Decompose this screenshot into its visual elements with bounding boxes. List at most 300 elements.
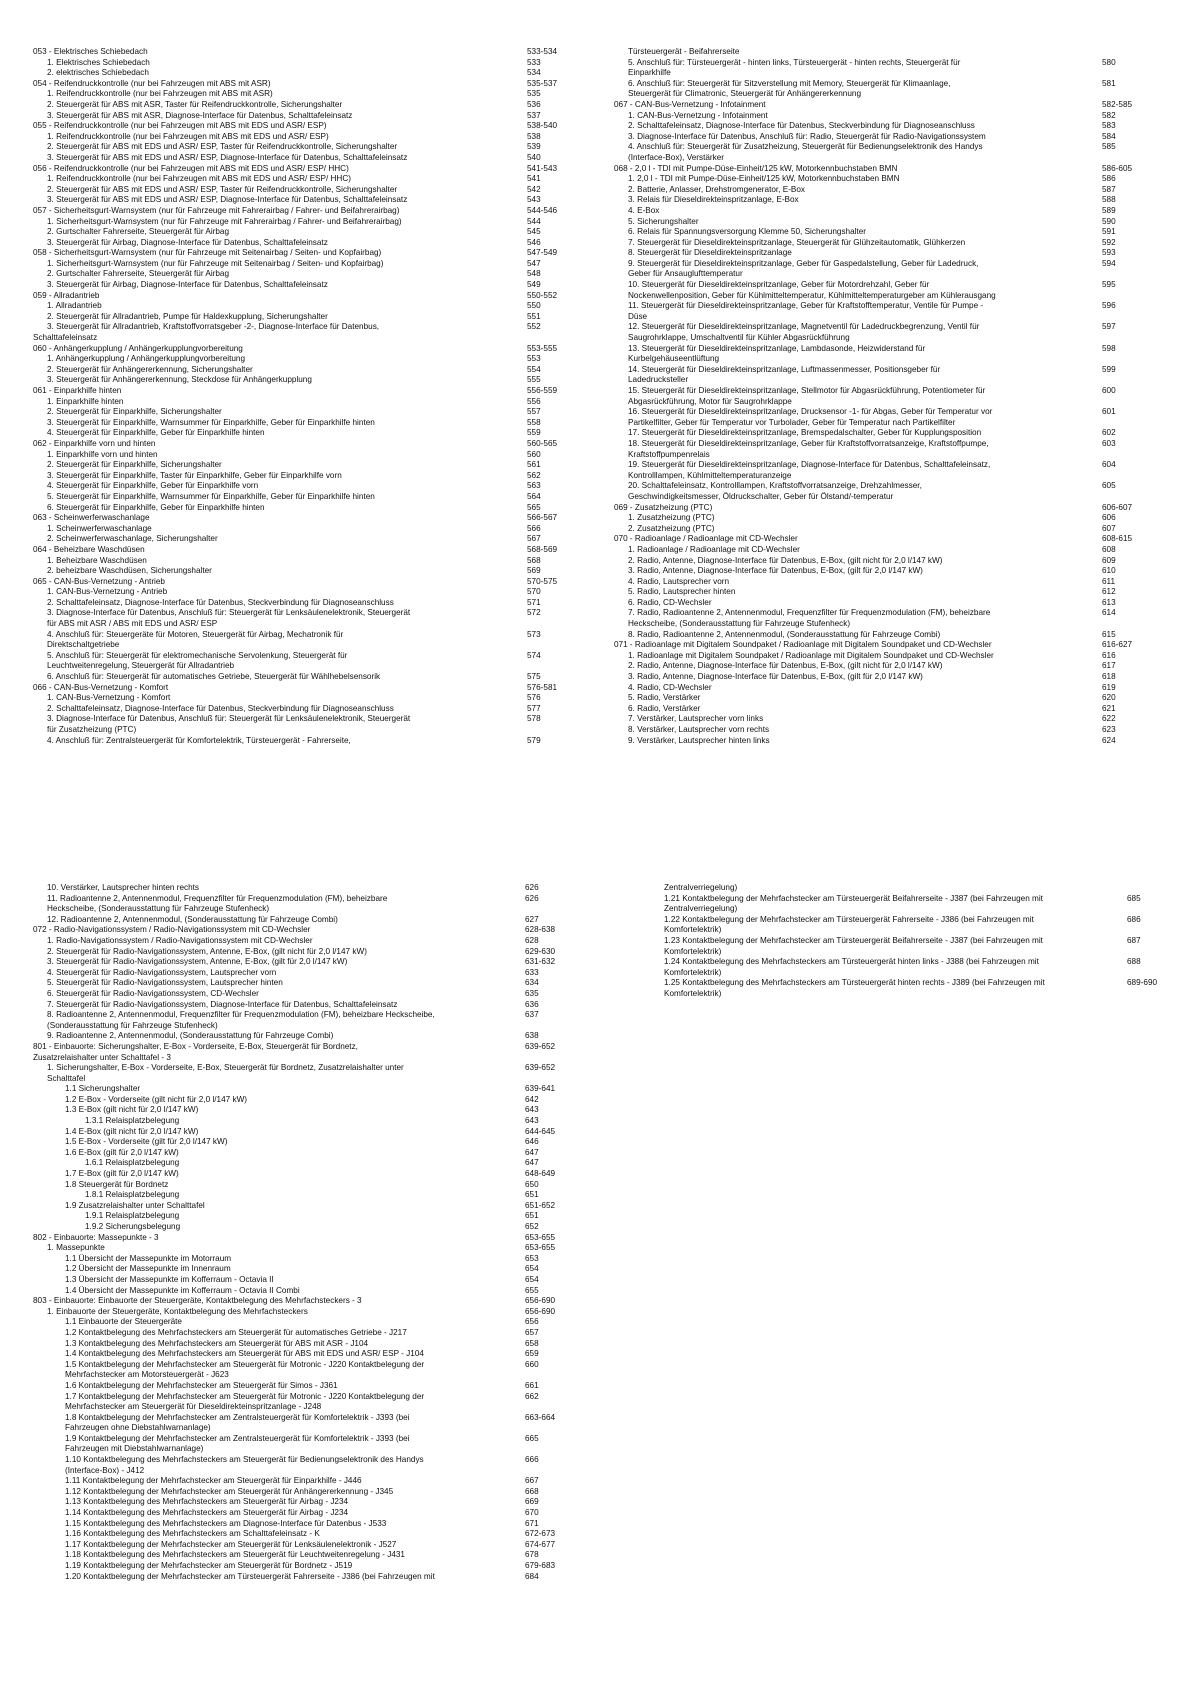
toc-entry xyxy=(33,1254,593,1265)
toc-entry xyxy=(33,1264,593,1275)
toc-entry-page: 618 xyxy=(1102,672,1116,682)
toc-entry-title: Komfortelektrik) xyxy=(664,946,722,956)
toc-entry-page: 665 xyxy=(525,1433,539,1443)
toc-entry-page: 567 xyxy=(527,534,541,544)
toc-entry xyxy=(33,1286,593,1297)
toc-entry-title: 1. Scheinwerferwaschanlage xyxy=(47,523,152,533)
toc-entry-title: 1. Einparkhilfe vorn und hinten xyxy=(47,449,158,459)
toc-entry-title: 2. Schalttafeleinsatz, Diagnose-Interface für Datenbus, Steckverbindung für Diagnoseanschluss xyxy=(47,597,394,607)
toc-entry-title: 9. Radioantenne 2, Antennenmodul, (Sonderausstattung für Fahrzeuge Combi) xyxy=(47,1031,334,1041)
toc-entry-title: 055 - Reifendruckkontrolle (nur bei Fahrzeugen mit ABS mit EDS und ASR/ ESP) xyxy=(33,121,327,131)
toc-entry-title: 1.4 Kontaktbelegung des Mehrfachsteckers am Steuergerät für ABS mit EDS und ASR/ ESP - J104 xyxy=(65,1349,424,1359)
toc-entry-page: 670 xyxy=(525,1508,539,1518)
toc-entry xyxy=(664,883,1174,894)
toc-entry-title: 3. Relais für Dieseldirekteinspritzanlage, E-Box xyxy=(628,195,799,205)
toc-entry-title: 053 - Elektrisches Schiebedach xyxy=(33,47,148,56)
toc-entry-page: 540 xyxy=(527,152,541,162)
toc-entry-title: 16. Steuergerät für Dieseldirekteinspritzanlage, Drucksensor -1- für Abgas, Geber für Temperatur vor xyxy=(628,407,993,417)
toc-entry xyxy=(33,1413,593,1424)
toc-entry-title: 063 - Scheinwerferwaschanlage xyxy=(33,513,150,523)
toc-entry-page: 606-607 xyxy=(1102,502,1133,512)
toc-entry-page: 547 xyxy=(527,258,541,268)
toc-entry-page: 534 xyxy=(527,68,541,78)
toc-entry xyxy=(33,322,573,333)
toc-entry-page: 553-555 xyxy=(527,343,558,353)
toc-entry-title: 1.9 Zusatzrelaishalter unter Schalttafel xyxy=(65,1200,205,1210)
toc-column-bottom-right xyxy=(664,883,1174,1000)
toc-entry-page: 560-565 xyxy=(527,438,558,448)
toc-entry-title: 2. beheizbare Waschdüsen, Sicherungshalter xyxy=(47,566,212,576)
toc-entry xyxy=(33,725,573,736)
toc-entry-page: 570-575 xyxy=(527,576,558,586)
toc-entry xyxy=(33,968,593,979)
toc-entry-page: 653 xyxy=(525,1253,539,1263)
toc-entry-page: 590 xyxy=(1102,216,1116,226)
toc-entry-title: 2. Scheinwerferwaschanlage, Sicherungshalter xyxy=(47,534,218,544)
toc-entry xyxy=(33,1243,593,1254)
toc-entry-title: 19. Steuergerät für Dieseldirekteinspritzanlage, Diagnose-Interface für Datenbus, Schalttafeleinsatz, xyxy=(628,460,991,470)
toc-entry xyxy=(33,1572,593,1583)
toc-entry xyxy=(33,47,573,58)
toc-entry xyxy=(33,1529,593,1540)
toc-entry-title: 1.6 E-Box (gilt für 2,0 l/147 kW) xyxy=(65,1147,179,1157)
toc-entry xyxy=(33,153,573,164)
toc-entry-title: 3. Steuergerät für Airbag, Diagnose-Interface für Datenbus, Schalttafeleinsatz xyxy=(47,280,328,290)
toc-entry xyxy=(33,58,573,69)
toc-entry-page: 654 xyxy=(525,1274,539,1284)
toc-entry-page: 655 xyxy=(525,1285,539,1295)
toc-entry-page: 605 xyxy=(1102,481,1116,491)
toc-entry-page: 584 xyxy=(1102,131,1116,141)
toc-entry-title: 2. Steuergerät für ABS mit ASR, Taster für Reifendruckkontrolle, Sicherungshalter xyxy=(47,99,343,109)
toc-entry xyxy=(33,291,573,302)
toc-entry xyxy=(33,100,573,111)
toc-entry-title: 1.8 Steuergerät für Bordnetz xyxy=(65,1179,169,1189)
toc-entry xyxy=(33,142,573,153)
toc-entry xyxy=(614,58,1164,69)
toc-entry xyxy=(614,704,1164,715)
toc-entry-page: 568-569 xyxy=(527,544,558,554)
toc-entry-page: 572 xyxy=(527,608,541,618)
toc-entry xyxy=(614,142,1164,153)
toc-entry-page: 598 xyxy=(1102,343,1116,353)
toc-entry-page: 564 xyxy=(527,491,541,501)
toc-entry-title: 3. Steuergerät für Allradantrieb, Kraftstoffvorratsgeber -2-, Diagnose-Interface für Datenbus, xyxy=(47,322,380,332)
toc-entry xyxy=(614,428,1164,439)
toc-entry-page: 589 xyxy=(1102,205,1116,215)
toc-entry xyxy=(33,1296,593,1307)
toc-entry xyxy=(33,883,593,894)
toc-entry xyxy=(614,312,1164,323)
toc-entry-page: 623 xyxy=(1102,725,1116,734)
toc-entry-title: Leuchtweitenregelung, Steuergerät für Allradantrieb xyxy=(47,661,235,671)
toc-entry-page: 588 xyxy=(1102,195,1116,205)
toc-entry-title: 5. Steuergerät für Radio-Navigationssystem, Lautsprecher hinten xyxy=(47,978,283,988)
toc-entry-title: 1.7 Kontaktbelegung der Mehrfachstecker am Steuergerät für Motronic - J220 Kontaktbelegung der xyxy=(65,1391,425,1401)
toc-entry xyxy=(33,481,573,492)
toc-entry-title: 1. Reifendruckkontrolle (nur bei Fahrzeugen mit ABS mit EDS und ASR/ ESP/ HHC) xyxy=(47,174,351,184)
toc-entry-page: 639-652 xyxy=(525,1041,556,1051)
toc-entry-page: 541-543 xyxy=(527,163,558,173)
toc-entry-title: 065 - CAN-Bus-Vernetzung - Antrieb xyxy=(33,576,165,586)
toc-entry xyxy=(614,598,1164,609)
toc-entry xyxy=(33,1095,593,1106)
toc-entry xyxy=(33,1540,593,1551)
toc-entry xyxy=(33,259,573,270)
toc-entry-title: 1.4 E-Box (gilt nicht für 2,0 l/147 kW) xyxy=(65,1126,199,1136)
toc-entry-page: 663-664 xyxy=(525,1412,556,1422)
toc-entry-title: 3. Steuergerät für Einparkhilfe, Warnsummer für Einparkhilfe, Geber für Einparkhilfe hinten xyxy=(47,417,375,427)
toc-entry-page: 651 xyxy=(525,1190,539,1200)
toc-entry-title: 2. elektrisches Schiebedach xyxy=(47,68,149,78)
toc-entry-title: Komfortelektrik) xyxy=(664,925,722,935)
toc-entry-page: 626 xyxy=(525,893,539,903)
toc-entry xyxy=(33,1222,593,1233)
toc-entry-title: 5. Radio, Verstärker xyxy=(628,693,701,703)
toc-entry xyxy=(614,153,1164,164)
toc-entry-page: 666 xyxy=(525,1455,539,1465)
toc-entry xyxy=(614,714,1164,725)
toc-entry xyxy=(614,132,1164,143)
toc-entry-title: 3. Diagnose-Interface für Datenbus, Anschluß für: Radio, Steuergerät für Radio-Navigationssystem xyxy=(628,131,986,141)
toc-entry xyxy=(33,1519,593,1530)
toc-entry-page: 616-627 xyxy=(1102,640,1133,650)
toc-entry xyxy=(614,481,1164,492)
toc-entry-title: 1.5 E-Box - Vorderseite (gilt für 2,0 l/147 kW) xyxy=(65,1137,228,1147)
toc-entry-title: Mehrfachstecker am Motorsteuergerät - J623 xyxy=(65,1370,229,1380)
toc-entry xyxy=(614,619,1164,630)
toc-entry xyxy=(33,1031,593,1042)
toc-entry-title: 6. Anschluß für: Steuergerät für Sitzverstellung mit Memory, Steuergerät für Klimaanlage, xyxy=(628,78,951,88)
toc-entry-page: 541 xyxy=(527,174,541,184)
toc-entry xyxy=(614,227,1164,238)
toc-entry-title: 7. Verstärker, Lautsprecher vorn links xyxy=(628,714,764,724)
toc-entry-title: 1. CAN-Bus-Vernetzung - Komfort xyxy=(47,693,171,703)
toc-entry-page: 596 xyxy=(1102,301,1116,311)
toc-entry-title: 1. Zusatzheizung (PTC) xyxy=(628,513,715,523)
toc-entry-page: 543 xyxy=(527,195,541,205)
toc-entry xyxy=(33,1561,593,1572)
toc-entry-page: 639-641 xyxy=(525,1084,556,1094)
toc-entry-title: 062 - Einparkhilfe vorn und hinten xyxy=(33,438,156,448)
toc-entry-page: 615 xyxy=(1102,629,1116,639)
toc-entry-title: 2. Steuergerät für ABS mit EDS und ASR/ ESP, Taster für Reifendruckkontrolle, Sicherungshalter xyxy=(47,184,398,194)
toc-entry-title: Heckscheibe, (Sonderausstattung für Fahrzeuge Stufenheck) xyxy=(47,904,270,914)
toc-entry xyxy=(614,121,1164,132)
toc-entry xyxy=(33,1317,593,1328)
toc-entry xyxy=(33,1455,593,1466)
toc-entry xyxy=(33,1211,593,1222)
toc-entry-page: 575 xyxy=(527,672,541,682)
toc-entry-page: 549 xyxy=(527,280,541,290)
toc-entry xyxy=(33,164,573,175)
toc-entry-page: 582 xyxy=(1102,110,1116,120)
toc-entry-title: 5. Sicherungshalter xyxy=(628,216,699,226)
toc-entry-title: 9. Verstärker, Lautsprecher hinten links xyxy=(628,735,770,745)
toc-entry-title: 057 - Sicherheitsgurt-Warnsystem (nur für Fahrzeuge mit Fahrerairbag / Fahrer- und Beifahrerairbag) xyxy=(33,205,400,215)
toc-entry-title: 13. Steuergerät für Dieseldirekteinspritzanlage, Lambdasonde, Heizwiderstand für xyxy=(628,343,926,353)
toc-entry-title: 1.23 Kontaktbelegung der Mehrfachstecker am Türsteuergerät Beifahrerseite - J387 (bei Fahrzeugen mit xyxy=(664,935,1043,945)
toc-entry xyxy=(614,375,1164,386)
toc-entry xyxy=(614,661,1164,672)
toc-entry xyxy=(614,736,1164,747)
toc-entry xyxy=(614,164,1164,175)
toc-entry xyxy=(33,1497,593,1508)
toc-entry xyxy=(33,534,573,545)
toc-entry-title: 18. Steuergerät für Dieseldirekteinspritzanlage, Geber für Kraftstoffvorratsanzeige, Kraftstoffpumpe, xyxy=(628,438,989,448)
toc-entry-title: 5. Anschluß für: Türsteuergerät - hinten links, Türsteuergerät - hinten rechts, Steuergerät für xyxy=(628,57,961,67)
toc-entry xyxy=(614,587,1164,598)
toc-entry-page: 684 xyxy=(525,1571,539,1581)
toc-entry xyxy=(33,1275,593,1286)
toc-entry-page: 585 xyxy=(1102,142,1116,152)
toc-entry xyxy=(33,397,573,408)
toc-entry-page: 550-552 xyxy=(527,290,558,300)
toc-entry xyxy=(33,1127,593,1138)
toc-entry xyxy=(33,915,593,926)
toc-entry xyxy=(614,206,1164,217)
toc-entry-title: 1.5 Kontaktbelegung der Mehrfachstecker am Steuergerät für Motronic - J220 Kontaktbelegung der xyxy=(65,1359,425,1369)
toc-entry xyxy=(614,450,1164,461)
toc-entry-page: 537 xyxy=(527,110,541,120)
toc-entry-page: 586-605 xyxy=(1102,163,1133,173)
toc-entry-page: 667 xyxy=(525,1476,539,1486)
toc-entry xyxy=(33,577,573,588)
toc-entry-page: 653-655 xyxy=(525,1232,556,1242)
toc-entry xyxy=(33,301,573,312)
toc-entry-title: 8. Steuergerät für Dieseldirekteinspritzanlage xyxy=(628,248,792,258)
toc-entry-page: 644-645 xyxy=(525,1126,556,1136)
toc-entry-page: 554 xyxy=(527,364,541,374)
toc-entry-page: 604 xyxy=(1102,460,1116,470)
toc-entry xyxy=(33,1370,593,1381)
toc-entry-page: 593 xyxy=(1102,248,1116,258)
toc-entry-page: 688 xyxy=(1127,957,1141,967)
toc-entry-title: 5. Radio, Lautsprecher hinten xyxy=(628,587,736,597)
toc-entry-title: 1.6 Kontaktbelegung der Mehrfachstecker am Steuergerät für Simos - J361 xyxy=(65,1380,338,1390)
toc-entry-title: 8. Radioantenne 2, Antennenmodul, Frequenzfilter für Frequenzmodulation (FM), beheizbare Heckscheibe, xyxy=(47,1010,435,1020)
toc-entry xyxy=(33,545,573,556)
toc-entry-page: 586 xyxy=(1102,174,1116,184)
toc-entry-title: 1. Radioanlage mit Digitalem Soundpaket / Radioanlage mit Digitalem Soundpaket und CD-Wechsler xyxy=(628,650,994,660)
toc-entry-title: 6. Steuergerät für Einparkhilfe, Geber für Einparkhilfe hinten xyxy=(47,502,265,512)
toc-entry-page: 611 xyxy=(1102,576,1116,586)
toc-entry xyxy=(614,68,1164,79)
toc-entry xyxy=(614,534,1164,545)
toc-entry xyxy=(614,672,1164,683)
toc-entry xyxy=(33,333,573,344)
toc-entry xyxy=(33,1010,593,1021)
toc-entry-page: 669 xyxy=(525,1497,539,1507)
toc-entry xyxy=(664,936,1174,947)
toc-entry-page: 628-638 xyxy=(525,925,556,935)
toc-entry-title: 4. E-Box xyxy=(628,205,660,215)
toc-entry xyxy=(33,598,573,609)
toc-entry xyxy=(33,238,573,249)
toc-entry xyxy=(614,269,1164,280)
toc-entry-page: 544 xyxy=(527,216,541,226)
toc-entry-title: 12. Steuergerät für Dieseldirekteinspritzanlage, Magnetventil für Ladedruckbegrenzung, Ventil für xyxy=(628,322,980,332)
toc-entry-page: 628 xyxy=(525,935,539,945)
toc-entry-title: 070 - Radioanlage / Radioanlage mit CD-Wechsler xyxy=(614,534,798,544)
toc-entry xyxy=(33,1349,593,1360)
toc-entry-title: 1.1 Übersicht der Massepunkte im Motorraum xyxy=(65,1253,232,1263)
toc-entry xyxy=(33,269,573,280)
toc-entry-title: 8. Radio, Radioantenne 2, Antennenmodul, (Sonderausstattung für Fahrzeuge Combi) xyxy=(628,629,941,639)
toc-entry xyxy=(33,1169,593,1180)
toc-entry-page: 601 xyxy=(1102,407,1116,417)
toc-entry-title: 3. Steuergerät für ABS mit ASR, Diagnose-Interface für Datenbus, Schalttafeleinsatz xyxy=(47,110,353,120)
toc-entry-page: 643 xyxy=(525,1105,539,1115)
toc-entry-title: 061 - Einparkhilfe hinten xyxy=(33,386,122,395)
toc-entry-title: 9. Steuergerät für Dieseldirekteinspritzanlage, Geber für Gaspedalstellung, Geber für Ladedruck, xyxy=(628,258,979,268)
toc-entry-page: 557 xyxy=(527,407,541,417)
toc-entry-title: 1. Elektrisches Schiebedach xyxy=(47,57,150,67)
toc-entry-page: 668 xyxy=(525,1486,539,1496)
toc-entry-title: Zentralverriegelung) xyxy=(664,883,738,892)
toc-entry-title: 2. Schalttafeleinsatz, Diagnose-Interface für Datenbus, Steckverbindung für Diagnoseanschluss xyxy=(47,703,394,713)
toc-entry-title: Kontrolllampen, Kühlmitteltemperaturanzeige xyxy=(628,470,792,480)
toc-column-top-left xyxy=(33,47,573,746)
toc-entry-page: 533-534 xyxy=(527,47,558,56)
toc-entry-page: 638 xyxy=(525,1031,539,1041)
toc-entry xyxy=(33,1116,593,1127)
toc-entry xyxy=(614,217,1164,228)
toc-entry-page: 566 xyxy=(527,523,541,533)
toc-entry xyxy=(33,524,573,535)
toc-entry-title: 3. Diagnose-Interface für Datenbus, Anschluß für: Steuergerät für Lenksäulenelektronik, Steuergerät xyxy=(47,608,411,618)
toc-entry-title: Abgasrückführung, Motor für Saugrohrklappe xyxy=(628,396,792,406)
toc-entry-title: 6. Relais für Spannungsversorgung Klemme 50, Sicherungshalter xyxy=(628,227,867,237)
toc-entry-title: 2. Batterie, Anlasser, Drehstromgenerator, E-Box xyxy=(628,184,806,194)
toc-entry-page: 556-559 xyxy=(527,386,558,395)
toc-entry xyxy=(614,640,1164,651)
toc-entry xyxy=(33,1105,593,1116)
toc-entry xyxy=(33,174,573,185)
toc-entry-title: Kurbelgehäuseentlüftung xyxy=(628,354,720,364)
toc-entry-page: 685 xyxy=(1127,893,1141,903)
toc-entry-page: 653-655 xyxy=(525,1243,556,1253)
toc-entry-title: 1. Beheizbare Waschdüsen xyxy=(47,555,147,565)
toc-entry-page: 578 xyxy=(527,714,541,724)
toc-entry-page: 542 xyxy=(527,184,541,194)
toc-entry-title: Zentralverriegelung) xyxy=(664,904,738,914)
toc-entry-page: 550 xyxy=(527,301,541,311)
toc-entry-page: 662 xyxy=(525,1391,539,1401)
toc-entry-title: 1. Sicherheitsgurt-Warnsystem (nur für Fahrzeuge mit Seitenairbag / Seiten- und Kopfairbag) xyxy=(47,258,384,268)
toc-entry xyxy=(33,1053,593,1064)
toc-entry-title: 067 - CAN-Bus-Vernetzung - Infotainment xyxy=(614,99,766,109)
toc-entry xyxy=(33,1476,593,1487)
toc-entry xyxy=(33,736,573,747)
toc-entry-title: (Interface-Box) - J412 xyxy=(65,1465,145,1475)
toc-entry xyxy=(33,1074,593,1085)
toc-entry-title: 1.10 Kontaktbelegung des Mehrfachsteckers am Steuergerät für Bedienungselektronik des Handys xyxy=(65,1455,424,1465)
toc-entry-page: 654 xyxy=(525,1264,539,1274)
toc-entry-title: 1.2 E-Box - Vorderseite (gilt nicht für 2,0 l/147 kW) xyxy=(65,1094,248,1104)
toc-entry xyxy=(33,132,573,143)
toc-entry-page: 544-546 xyxy=(527,205,558,215)
toc-entry-page: 646 xyxy=(525,1137,539,1147)
toc-entry-title: 1.9.1 Relaisplatzbelegung xyxy=(85,1211,180,1221)
toc-entry-page: 643 xyxy=(525,1116,539,1126)
toc-entry-page: 581 xyxy=(1102,78,1116,88)
toc-entry-title: 064 - Beheizbare Waschdüsen xyxy=(33,544,145,554)
toc-entry-page: 566-567 xyxy=(527,513,558,523)
toc-entry xyxy=(33,1307,593,1318)
toc-entry xyxy=(614,492,1164,503)
toc-entry xyxy=(33,195,573,206)
toc-entry xyxy=(614,386,1164,397)
toc-entry-title: Schalttafel xyxy=(47,1073,86,1083)
toc-entry-title: 4. Steuergerät für Einparkhilfe, Geber für Einparkhilfe vorn xyxy=(47,481,259,491)
toc-entry-page: 558 xyxy=(527,417,541,427)
toc-entry xyxy=(33,1392,593,1403)
toc-entry-page: 631-632 xyxy=(525,957,556,967)
toc-entry xyxy=(33,248,573,259)
toc-entry-page: 568 xyxy=(527,555,541,565)
toc-entry xyxy=(614,397,1164,408)
toc-entry xyxy=(33,492,573,503)
toc-entry xyxy=(33,640,573,651)
toc-entry-title: Zusatzrelaishalter unter Schalttafel - 3 xyxy=(33,1052,171,1062)
toc-entry-title: 4. Anschluß für: Steuergeräte für Motoren, Steuergerät für Airbag, Mechatronik für xyxy=(47,629,344,639)
toc-entry-page: 660 xyxy=(525,1359,539,1369)
toc-entry-title: 1.8 Kontaktbelegung der Mehrfachstecker am Zentralsteuergerät für Komfortelektrik - J393 (bei xyxy=(65,1412,410,1422)
toc-entry xyxy=(33,354,573,365)
toc-entry-page: 679-683 xyxy=(525,1561,556,1570)
toc-entry-page: 587 xyxy=(1102,184,1116,194)
toc-entry-title: 6. Anschluß für: Steuergerät für automatisches Getriebe, Steuergerät für Wählhebelsensorik xyxy=(47,672,381,682)
toc-entry xyxy=(33,1201,593,1212)
toc-entry-title: für Zusatzheizung (PTC) xyxy=(47,725,137,734)
toc-entry-page: 661 xyxy=(525,1380,539,1390)
toc-entry xyxy=(33,1360,593,1371)
toc-entry xyxy=(33,185,573,196)
toc-entry-page: 648-649 xyxy=(525,1169,556,1179)
toc-entry-title: Saugrohrklappe, Umschaltventil für Kühler Abgasrückführung xyxy=(628,333,850,343)
toc-entry xyxy=(33,227,573,238)
toc-entry xyxy=(33,312,573,323)
toc-entry xyxy=(33,1000,593,1011)
toc-entry-page: 592 xyxy=(1102,237,1116,247)
toc-entry xyxy=(614,418,1164,429)
toc-entry-title: 1.3 E-Box (gilt nicht für 2,0 l/147 kW) xyxy=(65,1105,199,1115)
toc-entry-title: 1.11 Kontaktbelegung der Mehrfachstecker am Steuergerät für Einparkhilfe - J446 xyxy=(65,1476,362,1486)
toc-entry-title: 1. Massepunkte xyxy=(47,1243,105,1253)
toc-entry-page: 606 xyxy=(1102,513,1116,523)
toc-entry xyxy=(33,450,573,461)
toc-entry-title: 1.14 Kontaktbelegung des Mehrfachsteckers am Steuergerät für Airbag - J234 xyxy=(65,1508,349,1518)
toc-entry-title: 2. Steuergerät für Einparkhilfe, Sicherungshalter xyxy=(47,460,222,470)
toc-entry-page: 583 xyxy=(1102,121,1116,131)
toc-entry-page: 629-630 xyxy=(525,946,556,956)
toc-entry-title: 1. Einbauorte der Steuergeräte, Kontaktbelegung des Mehrfachsteckers xyxy=(47,1306,308,1316)
toc-entry-page: 617 xyxy=(1102,661,1116,671)
toc-entry xyxy=(614,556,1164,567)
toc-entry xyxy=(33,989,593,1000)
toc-entry xyxy=(33,704,573,715)
toc-entry xyxy=(33,375,573,386)
toc-entry xyxy=(33,1180,593,1191)
toc-entry-page: 650 xyxy=(525,1179,539,1189)
toc-entry xyxy=(614,407,1164,418)
toc-entry-page: 610 xyxy=(1102,566,1116,576)
toc-entry-title: 1. Einparkhilfe hinten xyxy=(47,396,124,406)
toc-entry xyxy=(33,89,573,100)
toc-entry-title: 2. Steuergerät für ABS mit EDS und ASR/ ESP, Taster für Reifendruckkontrolle, Sicherungshalter xyxy=(47,142,398,152)
toc-entry-page: 627 xyxy=(525,914,539,924)
